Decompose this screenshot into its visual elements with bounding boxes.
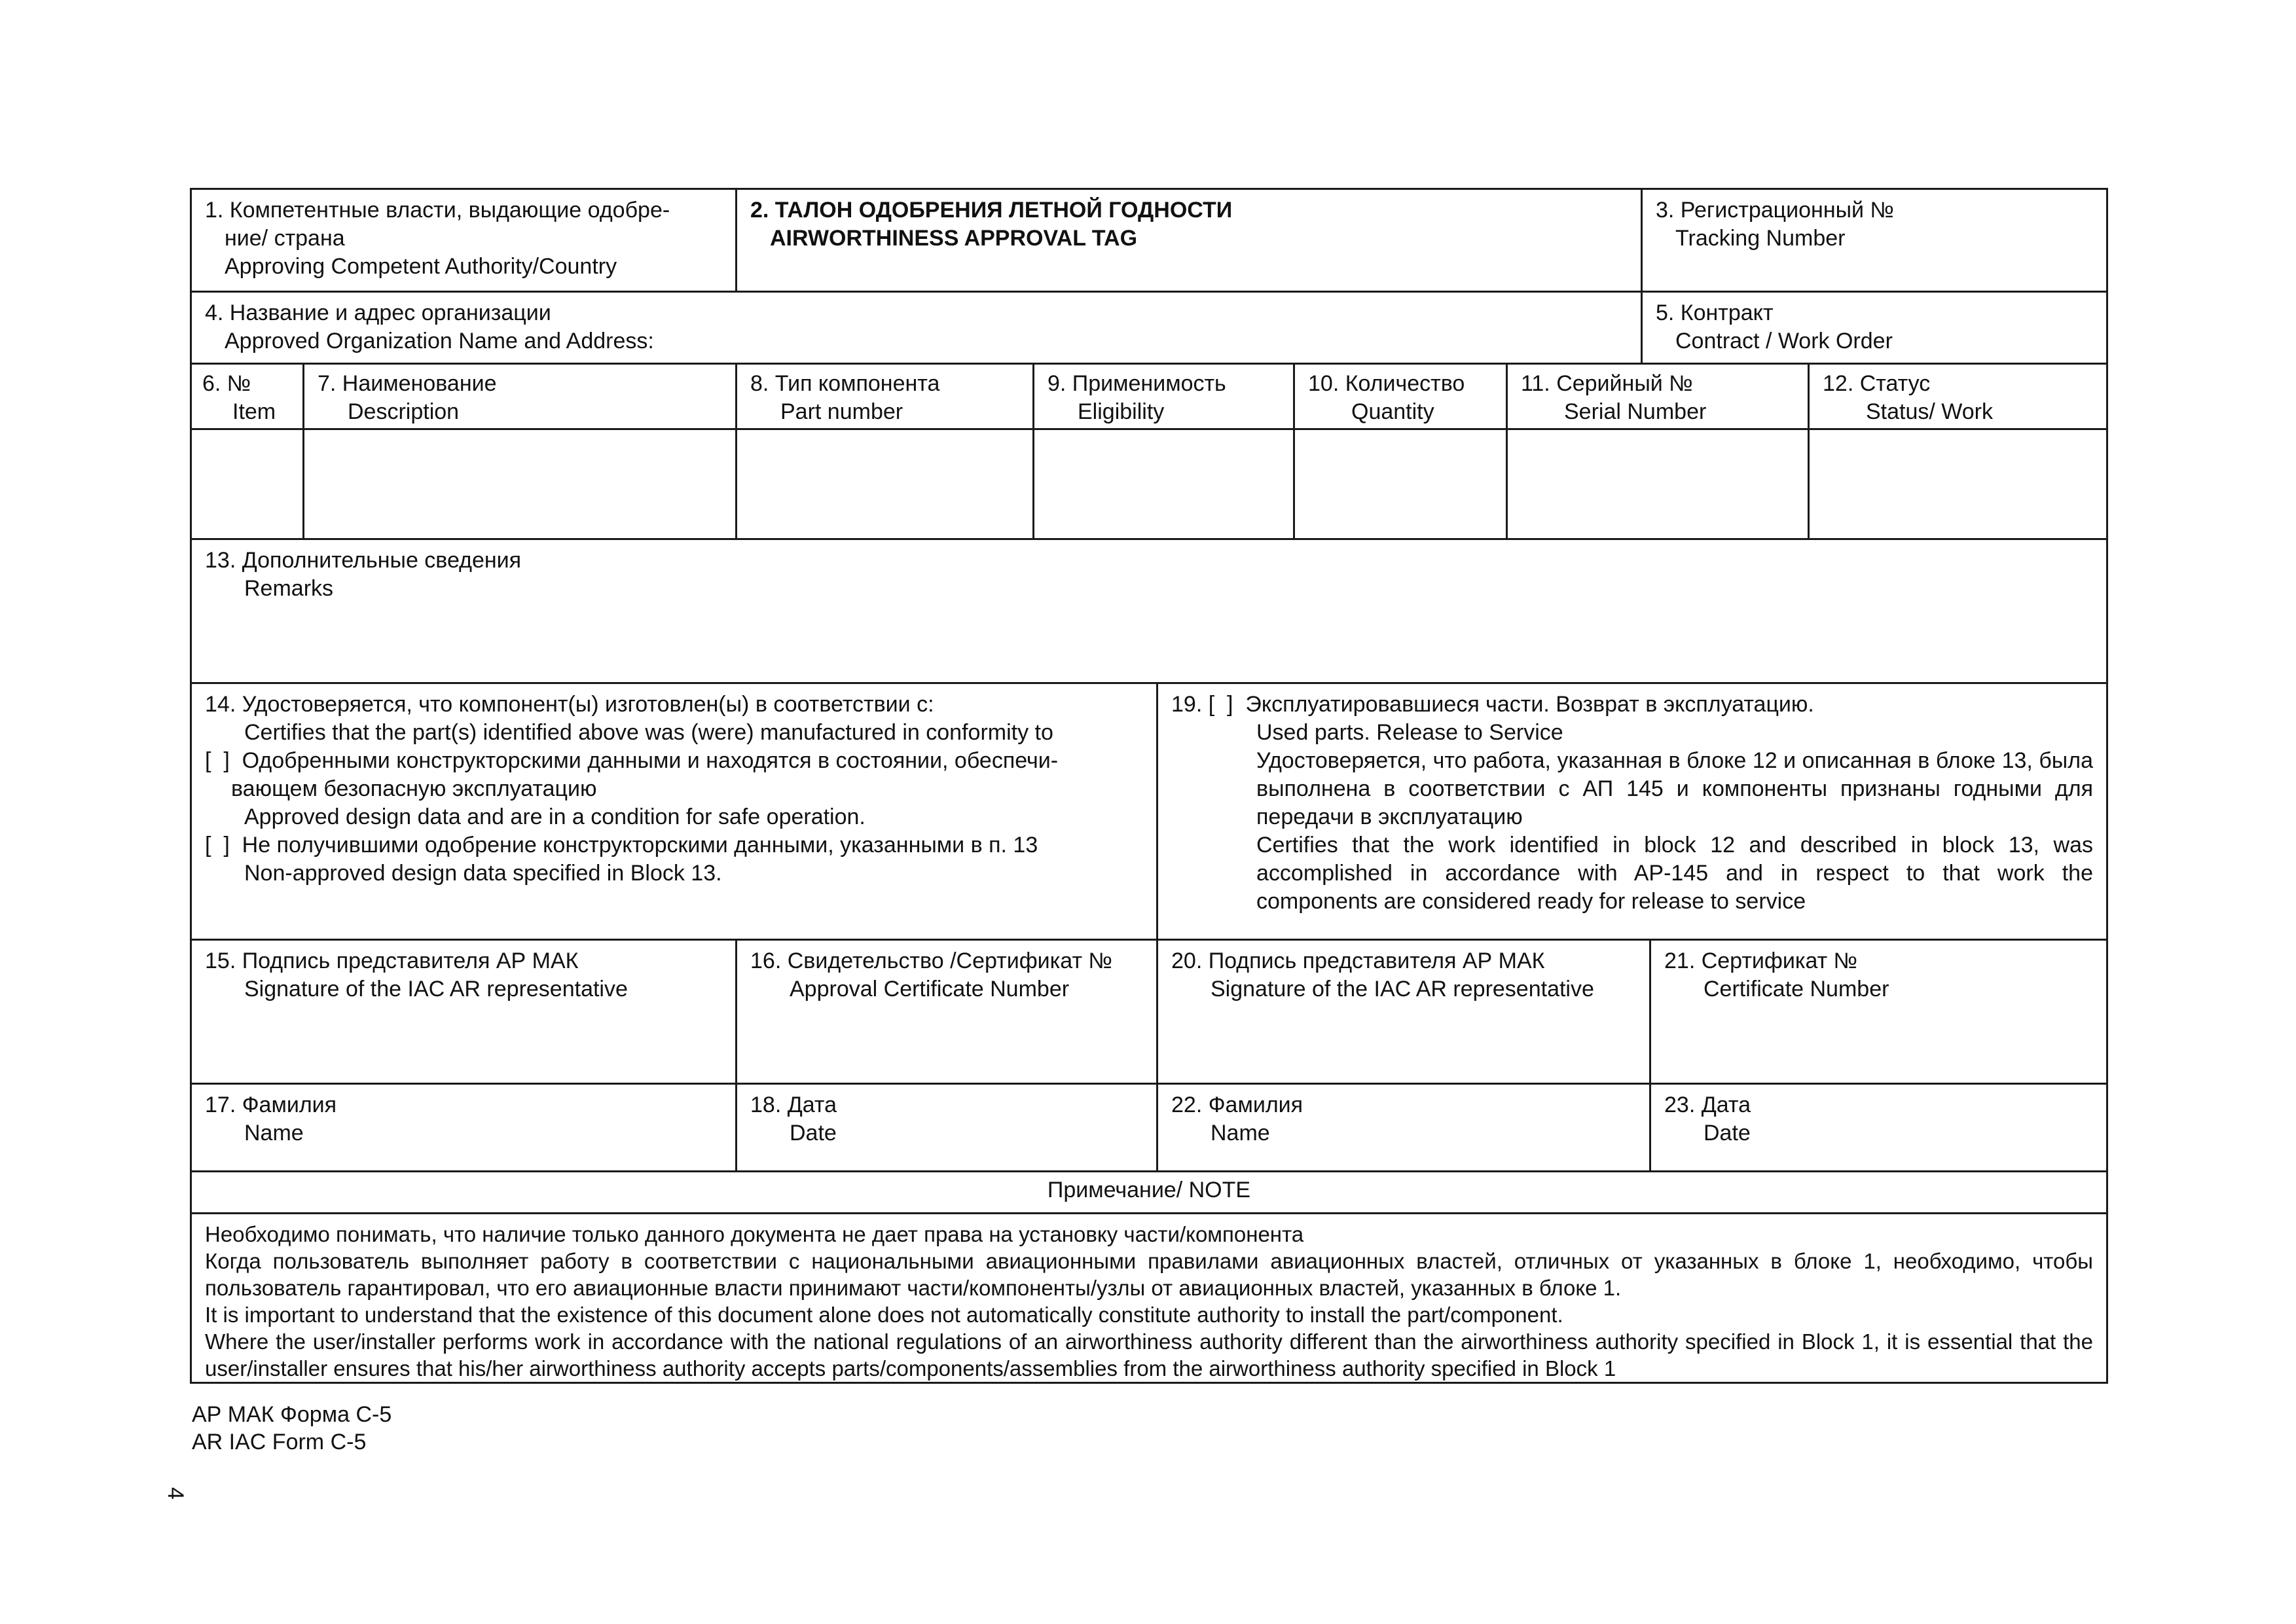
block-4-organization[interactable] [192,293,1643,363]
col-part-number-label-en: Part number [780,399,903,424]
block-14-heading-en: Certifies that the part(s) identified above was (were) manufactured in conformity to [244,720,1053,745]
block-5-label-en: Contract / Work Order [1675,329,1893,353]
items-entry-row [190,430,2108,540]
block-19-statement-en: Certifies that the work identified in block 12 and described in block 13, was accomplished in accordance with AP-145 and in respect to that work the components are considered ready for release to service [1256,833,2093,914]
block-15-signature[interactable] [192,941,737,1083]
col-part-number-header [737,365,1034,428]
block-4-label-ru: 4. Название и адрес организации [205,300,551,325]
block-1-label-ru-2: ние/ страна [225,226,345,251]
col-status-label-ru: 12. Статус [1823,371,1931,396]
note-paragraph-ru-1: Необходимо понимать, что наличие только данного документа не дает права на установку части/компонента [205,1222,1304,1246]
block-23-label-en: Date [1704,1121,1751,1146]
block-14-heading-ru: 14. Удостоверяется, что компонент(ы) изготовлен(ы) в соответствии с: [205,692,934,717]
block-1-approving-authority[interactable] [192,190,737,291]
block-15-label-en: Signature of the IAC AR representative [244,977,628,1001]
col-description-header [304,365,737,428]
organization-row [190,293,2108,365]
note-body-row [190,1214,2108,1384]
block-18-label-ru: 18. Дата [750,1092,837,1117]
block-18-date[interactable] [737,1085,1158,1170]
block-20-label-en: Signature of the IAC AR representative [1211,977,1594,1001]
block-20-signature[interactable] [1158,941,1651,1083]
block-22-label-ru: 22. Фамилия [1171,1092,1303,1117]
form-title-en: AIRWORTHINESS APPROVAL TAG [770,226,1138,251]
col-description-label-ru: 7. Наименование [318,371,497,396]
note-title: Примечание/ NOTE [1047,1178,1251,1202]
note-paragraph-ru-2: Когда пользователь выполняет работу в соответствии с национальными авиационными правилами авиационных властей, отличных от указанных в блоке 1, необходимо, чтобы пользователь гарантировал, что его авиационные власти принимают части/компоненты/узлы от авиационных властей, указанных в блоке 1. [205,1249,2093,1300]
col-description-label-en: Description [348,399,460,424]
block-18-label-en: Date [790,1121,837,1146]
status-field[interactable] [1810,430,2106,538]
block-5-contract[interactable] [1643,293,2106,363]
header-row [190,188,2108,293]
block-14-option-nonapproved-en: Non-approved design data specified in Block 13. [244,861,722,886]
quantity-field[interactable] [1295,430,1508,538]
col-quantity-label-en: Quantity [1351,399,1434,424]
block-19-statement-ru: Удостоверяется, что работа, указанная в блоке 12 и описанная в блоке 13, была выполнена в соответствии с АП 145 и компоненты признаны годными для передачи в эксплуатацию [1256,748,2093,829]
block-19-used-parts [1158,684,2106,939]
col-part-number-label-ru: 8. Тип компонента [750,371,940,396]
note-paragraph-en-2: Where the user/installer performs work in accordance with the national regulations of an airworthiness authority different than the airworthiness authority specified in Block 1, it is essential that the user/installer ensures that his/her airworthiness authority accepts parts/components/assemblies from the airworthiness authority specified in Block 1 [205,1329,2093,1380]
remarks-row [190,540,2108,684]
note-body [192,1214,2106,1382]
block-3-tracking-number[interactable] [1643,190,2106,291]
block-5-label-ru: 5. Контракт [1656,300,1774,325]
block-23-date[interactable] [1651,1085,2106,1170]
block-4-label-en: Approved Organization Name and Address: [225,329,654,353]
form-code-ru: АР МАК Форма С-5 [192,1402,392,1427]
col-item-label-ru: 6. № [202,371,251,396]
col-quantity-header [1295,365,1508,428]
col-serial-number-header [1508,365,1810,428]
block-1-label-en: Approving Competent Authority/Country [225,254,617,279]
block-17-name[interactable] [192,1085,737,1170]
col-eligibility-header [1034,365,1295,428]
col-serial-number-label-en: Serial Number [1564,399,1707,424]
block-13-label-ru: 13. Дополнительные сведения [205,548,522,573]
col-serial-number-label-ru: 11. Серийный № [1521,371,1693,396]
col-item-header [192,365,304,428]
block-21-label-en: Certificate Number [1704,977,1889,1001]
signature-row [190,941,2108,1085]
certification-row [190,684,2108,941]
form-title-ru: 2. ТАЛОН ОДОБРЕНИЯ ЛЕТНОЙ ГОДНОСТИ [750,198,1233,223]
block-20-label-ru: 20. Подпись представителя АР МАК [1171,948,1545,973]
col-quantity-label-ru: 10. Количество [1308,371,1465,396]
block-14-new-parts [192,684,1158,939]
block-21-certificate[interactable] [1651,941,2106,1083]
block-23-label-ru: 23. Дата [1664,1092,1751,1117]
col-status-header [1810,365,2106,428]
eligibility-field[interactable] [1034,430,1295,538]
form-footer [192,1401,392,1456]
name-date-row [190,1085,2108,1172]
block-3-label-en: Tracking Number [1675,226,1846,251]
block-21-label-ru: 21. Сертификат № [1664,948,1858,973]
page-number: 4 [162,1487,188,1500]
items-header-row [190,365,2108,430]
col-status-label-en: Status/ Work [1866,399,1993,424]
airworthiness-approval-tag-form [190,188,2108,1384]
description-field[interactable] [304,430,737,538]
block-14-option-approved-ru-cont: вающем безопасную эксплуатацию [231,776,597,801]
serial-number-field[interactable] [1508,430,1810,538]
block-14-option-approved-en: Approved design data and are in a condition for safe operation. [244,804,866,829]
block-19-heading-ru[interactable]: 19. [ ] Эксплуатировавшиеся части. Возврат в эксплуатацию. [1171,692,1814,717]
block-14-option-nonapproved-ru[interactable]: [ ] Не получившими одобрение конструкторскими данными, указанными в п. 13 [205,833,1038,857]
block-22-name[interactable] [1158,1085,1651,1170]
note-title-row [190,1172,2108,1214]
block-22-label-en: Name [1211,1121,1270,1146]
block-3-label-ru: 3. Регистрационный № [1656,198,1894,223]
block-1-label-ru-1: 1. Компетентные власти, выдающие одобре- [205,198,670,223]
col-eligibility-label-ru: 9. Применимость [1048,371,1226,396]
block-16-approval-certificate[interactable] [737,941,1158,1083]
block-17-label-ru: 17. Фамилия [205,1092,337,1117]
block-17-label-en: Name [244,1121,304,1146]
block-13-remarks[interactable] [192,540,2106,682]
note-paragraph-en-1: It is important to understand that the existence of this document alone does not automatically constitute authority to install the part/component. [205,1303,1563,1327]
block-16-label-ru: 16. Свидетельство /Сертификат № [750,948,1112,973]
col-eligibility-label-en: Eligibility [1078,399,1165,424]
form-code-en: AR IAC Form C-5 [192,1430,367,1454]
block-2-title [737,190,1643,291]
part-number-field[interactable] [737,430,1034,538]
block-16-label-en: Approval Certificate Number [790,977,1070,1001]
block-15-label-ru: 15. Подпись представителя АР МАК [205,948,579,973]
item-number-field[interactable] [192,430,304,538]
block-14-option-approved-ru[interactable]: [ ] Одобренными конструкторскими данными и находятся в состоянии, обеспечи- [205,748,1059,773]
col-item-label-en: Item [232,399,276,424]
block-19-heading-en: Used parts. Release to Service [1256,720,1563,745]
block-13-label-en: Remarks [244,576,334,601]
